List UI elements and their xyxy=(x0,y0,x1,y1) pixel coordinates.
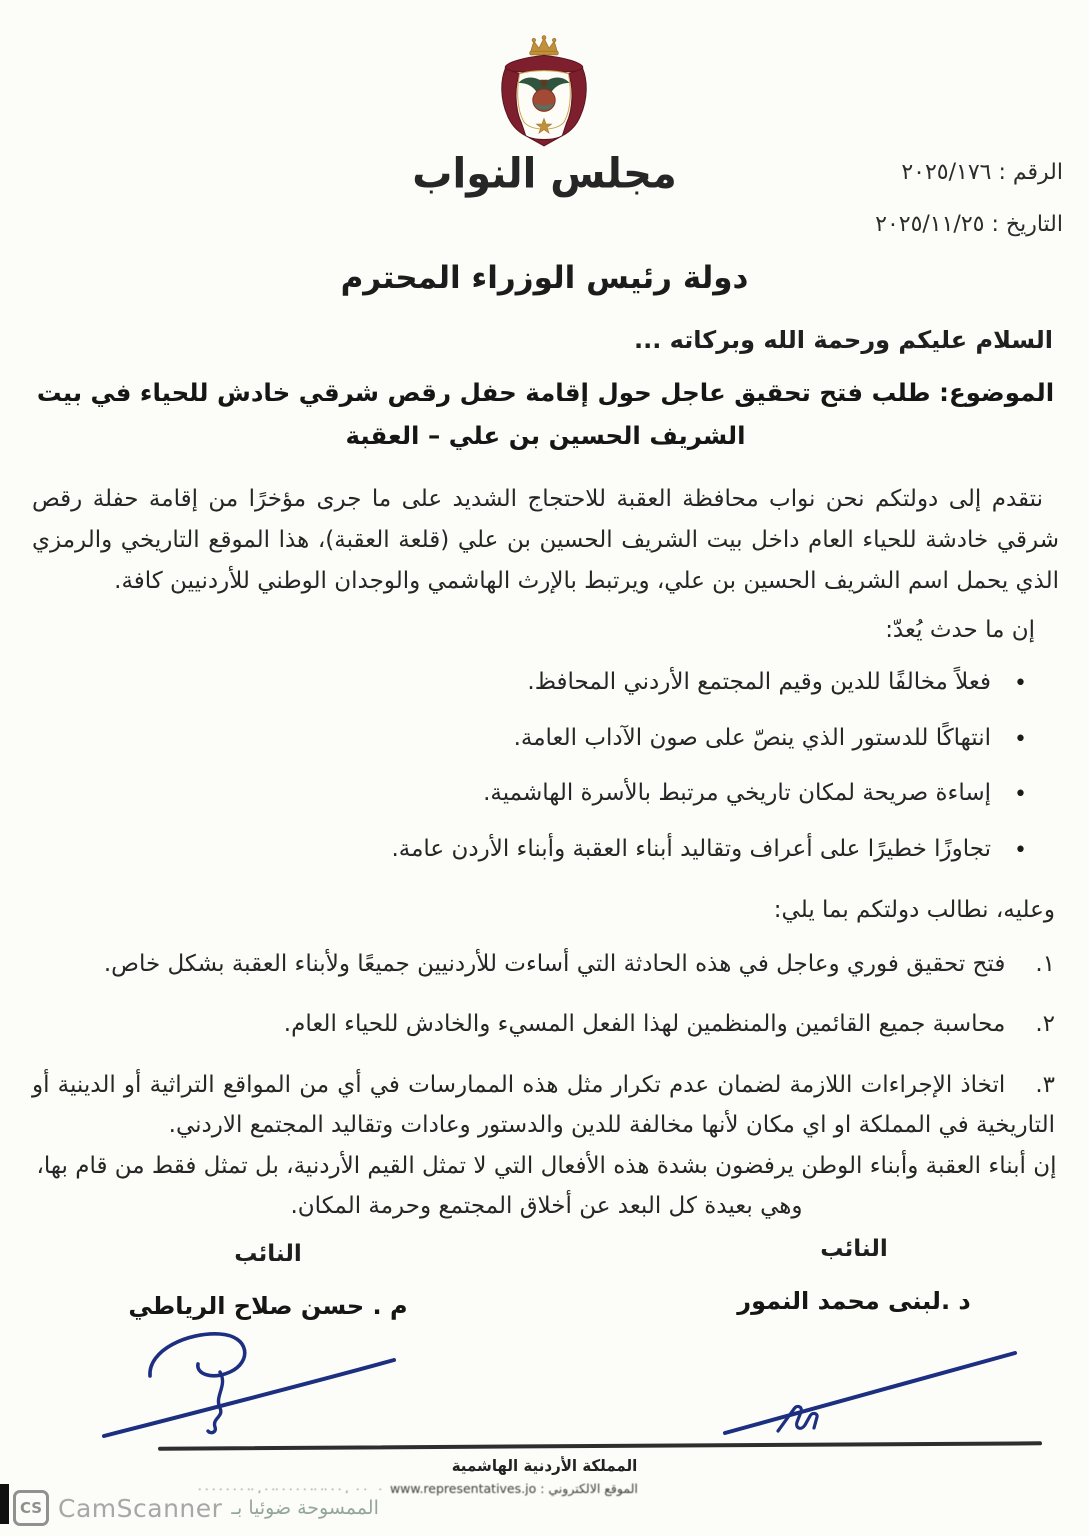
handwritten-signature-left xyxy=(92,1328,487,1446)
signatory-right xyxy=(689,1236,1019,1315)
handwritten-signature-right xyxy=(700,1345,1035,1445)
ref-number-row xyxy=(875,160,1063,185)
opening-paragraph: نتقدم إلى دولتكم نحن نواب محافظة العقبة للاحتجاج الشديد على ما جرى مؤخرًا من إقامة حفلة رقص شرقي خادشة للحياء العام داخل بيت الشريف الحسين بن علي (قلعة العقبة)، هذا الموقع التاريخي والرمزي الذي يحمل اسم الشريف الحسين بن علي، ويرتبط بالإرث الهاشمي والوجدان الوطني للأردنيين كافة. xyxy=(32,486,1059,594)
demand-item xyxy=(32,1004,1055,1044)
reference-block xyxy=(875,160,1063,264)
camscanner-watermark xyxy=(13,1489,379,1527)
classification-bullet-list xyxy=(60,665,1029,887)
bullet-text: فعلاً مخالفًا للدين وقيم المجتمع الأردني المحافظ. xyxy=(527,669,991,695)
signatory-name: د .لبنى محمد النمور xyxy=(737,1287,971,1315)
subject-line: الموضوع: طلب فتح تحقيق عاجل حول إقامة حفل رقص شرقي خادش للحياء في بيت الشريف الحسين بن علي – العقبة xyxy=(36,378,1055,450)
signatory-title: النائب xyxy=(820,1236,888,1262)
scan-edge-artifact xyxy=(0,1484,9,1524)
footer-illegible-text: · ·· ، · · ·· ·· · · · · ·· · ، ·· · · · · · · · xyxy=(198,1483,386,1496)
bullet-item xyxy=(60,776,1029,811)
signatory-name: م . حسن صلاح الرياطي xyxy=(128,1292,408,1320)
demands-intro: وعليه، نطالب دولتكم بما يلي: xyxy=(773,897,1055,923)
bullet-text: تجاوزًا خطيرًا على أعراف وتقاليد أبناء العقبة وأبناء الأردن عامة. xyxy=(391,835,991,862)
bullet-item xyxy=(60,665,1029,700)
demand-item xyxy=(32,1065,1055,1146)
bullet-marker-icon: • xyxy=(1014,671,1027,696)
ref-number-label: الرقم : xyxy=(998,160,1063,185)
kingdom-name-calligraphy: المملكة الأردنية الهاشمية xyxy=(451,1456,638,1475)
bullet-marker-icon: • xyxy=(1014,837,1027,863)
date-value: ٢٠٢٥/١١/٢٥ xyxy=(875,212,985,237)
ref-number-value: ٢٠٢٥/١٧٦ xyxy=(901,160,992,185)
bullet-marker-icon: • xyxy=(1014,782,1027,807)
camscanner-arabic-caption: الممسوحة ضوئيا بـ xyxy=(231,1497,379,1519)
demand-text: محاسبة جميع القائمين والمنظمين لهذا الفعل المسيء والخادش للحياء العام. xyxy=(283,1011,1006,1038)
signatory-left xyxy=(96,1241,440,1320)
bullet-item xyxy=(60,832,1029,867)
bullet-marker-icon: • xyxy=(1014,726,1027,752)
camscanner-brand-text: CamScanner xyxy=(58,1493,223,1523)
demand-text: فتح تحقيق فوري وعاجل في هذه الحادثة التي أساءت للأردنيين جميعًا ولأبناء العقبة بشكل خاص. xyxy=(103,951,1006,977)
bullet-text: انتهاكًا للدستور الذي ينصّ على صون الآداب العامة. xyxy=(513,724,991,751)
demands-list xyxy=(32,944,1055,1165)
greeting-line: السلام عليكم ورحمة الله وبركاته ... xyxy=(633,326,1053,354)
addressee-title: دولة رئيس الوزراء المحترم xyxy=(340,260,749,296)
footer-website: الموقع الالكتروني : www.representatives.jo xyxy=(389,1481,638,1496)
footer-divider xyxy=(158,1441,1042,1450)
bullet-text: إساءة صريحة لمكان تاريخي مرتبط بالأسرة الهاشمية. xyxy=(483,780,991,806)
signatory-title: النائب xyxy=(234,1241,302,1267)
demand-number: ١. xyxy=(1035,951,1055,977)
camscanner-cs-icon: CS xyxy=(13,1490,49,1526)
org-name-calligraphy: مجلس النواب xyxy=(412,149,677,198)
closing-paragraph: إن أبناء العقبة وأبناء الوطن يرفضون بشدة هذه الأفعال التي لا تمثل القيم الأردنية، بل تمثل فقط من قام بها، وهي بعيدة كل البعد عن أخلاق المجتمع وحرمة المكان. xyxy=(36,1153,1057,1219)
date-row xyxy=(875,212,1063,237)
bullet-item xyxy=(60,721,1029,756)
classification-intro: إن ما حدث يُعدّ: xyxy=(885,617,1035,643)
demand-number: ٢. xyxy=(1035,1011,1055,1038)
demand-number: ٣. xyxy=(1035,1071,1055,1098)
date-label: التاريخ : xyxy=(991,212,1063,237)
jordan-royal-crest-icon xyxy=(483,34,605,150)
demand-item xyxy=(32,944,1055,984)
demand-text: اتخاذ الإجراءات اللازمة لضمان عدم تكرار مثل هذه الممارسات في أي من المواقع التراثية أو الدينية أو التاريخية في المملكة او اي مكان لأنها مخالفة للدين والدستور وعادات وتقاليد المجتمع الاردني. xyxy=(32,1071,1055,1138)
